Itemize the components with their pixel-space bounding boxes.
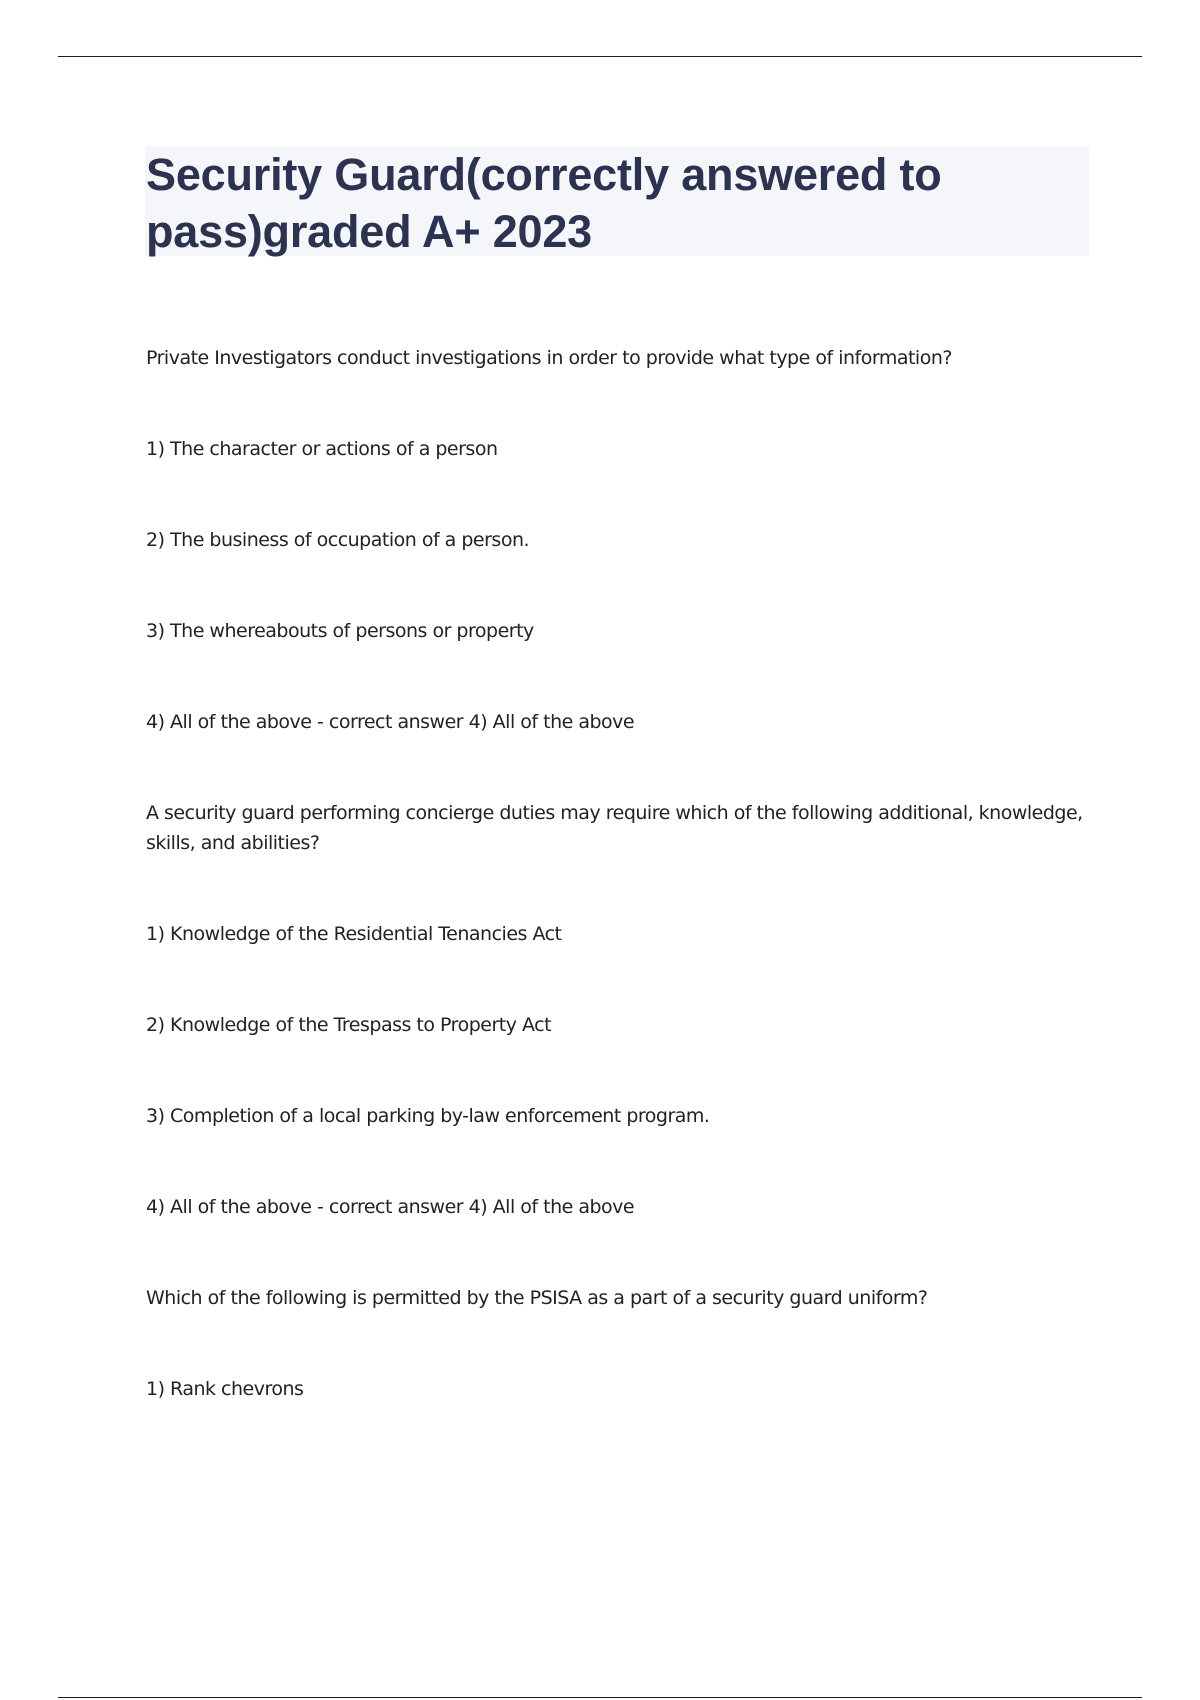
- document-body: [146, 343, 1086, 1404]
- question-2-answer: 4) All of the above - correct answer 4) All of the above: [146, 1196, 635, 1218]
- question-3: Which of the following is permitted by the PSISA as a part of a security guard uniform?: [146, 1287, 928, 1309]
- question-1-option-2: 2) The business of occupation of a person.: [146, 529, 530, 551]
- question-2: A security guard performing concierge duties may require which of the following additional, knowledge, skills, and abilities?: [146, 802, 1083, 854]
- question-2-option-3: 3) Completion of a local parking by-law enforcement program.: [146, 1105, 710, 1127]
- question-1-answer: 4) All of the above - correct answer 4) All of the above: [146, 711, 635, 733]
- question-2-option-2: 2) Knowledge of the Trespass to Property Act: [146, 1014, 552, 1036]
- question-3-option-1: 1) Rank chevrons: [146, 1378, 304, 1400]
- question-1-option-3: 3) The whereabouts of persons or property: [146, 620, 534, 642]
- question-2-option-1: 1) Knowledge of the Residential Tenancies Act: [146, 923, 562, 945]
- question-1-option-1: 1) The character or actions of a person: [146, 438, 498, 460]
- top-divider: [58, 56, 1142, 57]
- question-1: Private Investigators conduct investigations in order to provide what type of information?: [146, 347, 952, 369]
- bottom-divider: [58, 1697, 1142, 1698]
- document-title: Security Guard(correctly answered to pass)graded A+ 2023: [146, 149, 942, 257]
